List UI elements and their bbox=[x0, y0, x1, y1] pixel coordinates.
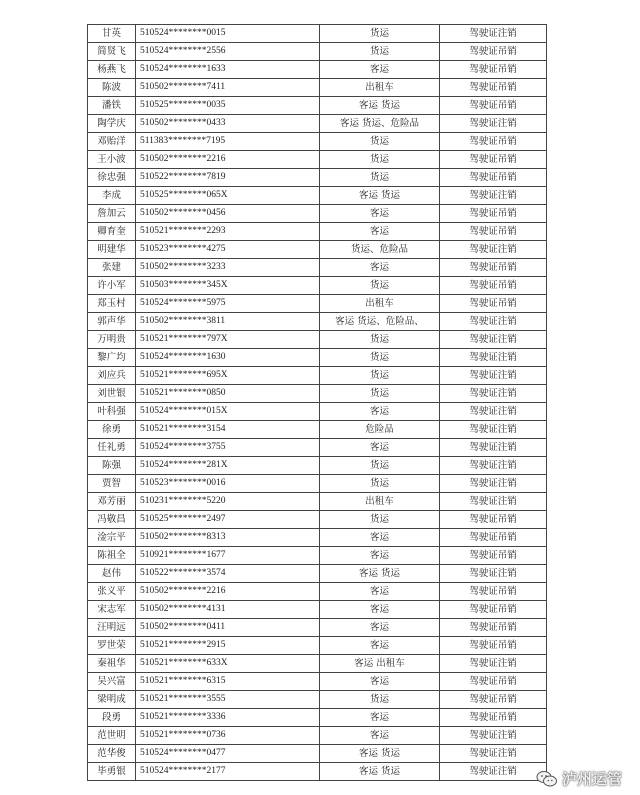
table-row bbox=[88, 367, 547, 385]
cell-id-number: 510525********065X bbox=[136, 187, 320, 205]
cell-id-number: 510502********8313 bbox=[136, 529, 320, 547]
cell-license-status: 驾驶证吊销 bbox=[440, 511, 547, 529]
cell-id-number: 510521********3336 bbox=[136, 709, 320, 727]
cell-name: 郑玉村 bbox=[88, 295, 136, 313]
cell-vehicle-type: 货运、危险品 bbox=[320, 241, 440, 259]
cell-vehicle-type: 客运 bbox=[320, 547, 440, 565]
cell-vehicle-type: 客运 bbox=[320, 637, 440, 655]
table-row bbox=[88, 763, 547, 781]
cell-id-number: 510524********3755 bbox=[136, 439, 320, 457]
table-row bbox=[88, 223, 547, 241]
table-row bbox=[88, 655, 547, 673]
cell-id-number: 510523********0016 bbox=[136, 475, 320, 493]
cell-id-number: 510502********2216 bbox=[136, 583, 320, 601]
cell-vehicle-type: 货运 bbox=[320, 475, 440, 493]
cell-vehicle-type: 客运 货运 bbox=[320, 97, 440, 115]
cell-license-status: 驾驶证注销 bbox=[440, 349, 547, 367]
cell-name: 张建 bbox=[88, 259, 136, 277]
cell-name: 明建华 bbox=[88, 241, 136, 259]
cell-license-status: 驾驶证注销 bbox=[440, 331, 547, 349]
cell-license-status: 驾驶证注销 bbox=[440, 457, 547, 475]
cell-license-status: 驾驶证吊销 bbox=[440, 601, 547, 619]
cell-id-number: 510525********0035 bbox=[136, 97, 320, 115]
table-row bbox=[88, 493, 547, 511]
cell-vehicle-type: 客运 bbox=[320, 223, 440, 241]
cell-license-status: 驾驶证吊销 bbox=[440, 691, 547, 709]
cell-vehicle-type: 客运 bbox=[320, 601, 440, 619]
cell-name: 潘铁 bbox=[88, 97, 136, 115]
table-row bbox=[88, 547, 547, 565]
cell-vehicle-type: 出租车 bbox=[320, 493, 440, 511]
table-row bbox=[88, 583, 547, 601]
cell-name: 陈祖全 bbox=[88, 547, 136, 565]
cell-vehicle-type: 货运 bbox=[320, 169, 440, 187]
cell-name: 李成 bbox=[88, 187, 136, 205]
cell-vehicle-type: 客运 货运、危险品 bbox=[320, 115, 440, 133]
cell-name: 许小军 bbox=[88, 277, 136, 295]
table-row bbox=[88, 673, 547, 691]
table-row bbox=[88, 133, 547, 151]
cell-name: 宋志军 bbox=[88, 601, 136, 619]
table-row bbox=[88, 439, 547, 457]
cell-license-status: 驾驶证吊销 bbox=[440, 97, 547, 115]
watermark-text: 泸州运管 bbox=[561, 770, 622, 788]
table-row bbox=[88, 295, 547, 313]
cell-license-status: 驾驶证注销 bbox=[440, 25, 547, 43]
table-row bbox=[88, 385, 547, 403]
cell-id-number: 510521********633X bbox=[136, 655, 320, 673]
cell-id-number: 510522********3574 bbox=[136, 565, 320, 583]
table-row bbox=[88, 43, 547, 61]
cell-license-status: 驾驶证吊销 bbox=[440, 61, 547, 79]
cell-name: 范华俊 bbox=[88, 745, 136, 763]
cell-name: 卿育奎 bbox=[88, 223, 136, 241]
cell-name: 邓贻洋 bbox=[88, 133, 136, 151]
cell-vehicle-type: 货运 bbox=[320, 133, 440, 151]
table-row bbox=[88, 205, 547, 223]
table-row bbox=[88, 151, 547, 169]
cell-vehicle-type: 客运 bbox=[320, 61, 440, 79]
cell-id-number: 510522********7819 bbox=[136, 169, 320, 187]
cell-id-number: 510524********5975 bbox=[136, 295, 320, 313]
cell-license-status: 驾驶证吊销 bbox=[440, 673, 547, 691]
cell-id-number: 510521********3154 bbox=[136, 421, 320, 439]
cell-license-status: 驾驶证注销 bbox=[440, 763, 547, 781]
cell-vehicle-type: 货运 bbox=[320, 691, 440, 709]
table-row bbox=[88, 601, 547, 619]
cell-id-number: 510521********695X bbox=[136, 367, 320, 385]
cell-name: 詹加云 bbox=[88, 205, 136, 223]
cell-license-status: 驾驶证吊销 bbox=[440, 205, 547, 223]
cell-vehicle-type: 客运 货运 bbox=[320, 565, 440, 583]
cell-vehicle-type: 货运 bbox=[320, 385, 440, 403]
cell-id-number: 510502********0456 bbox=[136, 205, 320, 223]
cell-license-status: 驾驶证吊销 bbox=[440, 259, 547, 277]
cell-id-number: 510521********2915 bbox=[136, 637, 320, 655]
table-row bbox=[88, 79, 547, 97]
cell-name: 淦宗平 bbox=[88, 529, 136, 547]
cell-license-status: 驾驶证吊销 bbox=[440, 547, 547, 565]
table-row bbox=[88, 475, 547, 493]
cell-license-status: 驾驶证吊销 bbox=[440, 277, 547, 295]
table-row bbox=[88, 511, 547, 529]
cell-name: 王小波 bbox=[88, 151, 136, 169]
cell-id-number: 510231********5220 bbox=[136, 493, 320, 511]
table-row bbox=[88, 313, 547, 331]
table-row bbox=[88, 115, 547, 133]
cell-vehicle-type: 客运 货运 bbox=[320, 187, 440, 205]
cell-name: 刘世银 bbox=[88, 385, 136, 403]
cell-id-number: 510524********1633 bbox=[136, 61, 320, 79]
cell-vehicle-type: 货运 bbox=[320, 511, 440, 529]
table-row bbox=[88, 637, 547, 655]
cell-vehicle-type: 货运 bbox=[320, 151, 440, 169]
watermark bbox=[536, 768, 622, 789]
cell-vehicle-type: 客运 bbox=[320, 529, 440, 547]
cell-license-status: 驾驶证注销 bbox=[440, 655, 547, 673]
table-row bbox=[88, 169, 547, 187]
cell-name: 叶科强 bbox=[88, 403, 136, 421]
cell-license-status: 驾驶证吊销 bbox=[440, 709, 547, 727]
cell-vehicle-type: 货运 bbox=[320, 277, 440, 295]
cell-vehicle-type: 出租车 bbox=[320, 295, 440, 313]
cell-license-status: 驾驶证注销 bbox=[440, 475, 547, 493]
cell-id-number: 510521********797X bbox=[136, 331, 320, 349]
cell-id-number: 510502********0433 bbox=[136, 115, 320, 133]
cell-license-status: 驾驶证注销 bbox=[440, 745, 547, 763]
cell-license-status: 驾驶证注销 bbox=[440, 385, 547, 403]
cell-name: 毕勇银 bbox=[88, 763, 136, 781]
table-row bbox=[88, 349, 547, 367]
cell-license-status: 驾驶证注销 bbox=[440, 115, 547, 133]
cell-vehicle-type: 客运 bbox=[320, 403, 440, 421]
cell-id-number: 510524********0477 bbox=[136, 745, 320, 763]
cell-name: 陈波 bbox=[88, 79, 136, 97]
cell-name: 段勇 bbox=[88, 709, 136, 727]
cell-vehicle-type: 货运 bbox=[320, 331, 440, 349]
table-row bbox=[88, 187, 547, 205]
cell-vehicle-type: 客运 出租车 bbox=[320, 655, 440, 673]
table-row bbox=[88, 259, 547, 277]
table-row bbox=[88, 277, 547, 295]
cell-id-number: 510524********2177 bbox=[136, 763, 320, 781]
cell-name: 范世明 bbox=[88, 727, 136, 745]
table-row bbox=[88, 457, 547, 475]
cell-name: 杨燕飞 bbox=[88, 61, 136, 79]
cell-name: 吴兴富 bbox=[88, 673, 136, 691]
cell-license-status: 驾驶证吊销 bbox=[440, 151, 547, 169]
cell-vehicle-type: 客运 货运 bbox=[320, 745, 440, 763]
cell-name: 罗世荣 bbox=[88, 637, 136, 655]
cell-license-status: 驾驶证吊销 bbox=[440, 583, 547, 601]
table-row bbox=[88, 709, 547, 727]
cell-license-status: 驾驶证注销 bbox=[440, 727, 547, 745]
table-row bbox=[88, 97, 547, 115]
cell-license-status: 驾驶证注销 bbox=[440, 403, 547, 421]
cell-vehicle-type: 货运 bbox=[320, 25, 440, 43]
cell-vehicle-type: 客运 bbox=[320, 727, 440, 745]
table-row bbox=[88, 619, 547, 637]
cell-license-status: 驾驶证注销 bbox=[440, 565, 547, 583]
cell-name: 梁明成 bbox=[88, 691, 136, 709]
cell-license-status: 驾驶证吊销 bbox=[440, 133, 547, 151]
cell-id-number: 510521********3555 bbox=[136, 691, 320, 709]
cell-vehicle-type: 货运 bbox=[320, 457, 440, 475]
cell-id-number: 510524********281X bbox=[136, 457, 320, 475]
cell-license-status: 驾驶证吊销 bbox=[440, 43, 547, 61]
cell-vehicle-type: 客运 bbox=[320, 583, 440, 601]
cell-license-status: 驾驶证注销 bbox=[440, 313, 547, 331]
cell-vehicle-type: 货运 bbox=[320, 367, 440, 385]
cell-id-number: 510921********1677 bbox=[136, 547, 320, 565]
cell-id-number: 510521********0736 bbox=[136, 727, 320, 745]
cell-license-status: 驾驶证注销 bbox=[440, 187, 547, 205]
table-row bbox=[88, 61, 547, 79]
cell-id-number: 511383********7195 bbox=[136, 133, 320, 151]
cell-name: 徐忠强 bbox=[88, 169, 136, 187]
cell-name: 贾智 bbox=[88, 475, 136, 493]
cell-id-number: 510521********0850 bbox=[136, 385, 320, 403]
table-row bbox=[88, 565, 547, 583]
cell-name: 邓芳丽 bbox=[88, 493, 136, 511]
cell-license-status: 驾驶证吊销 bbox=[440, 295, 547, 313]
cell-id-number: 510502********3811 bbox=[136, 313, 320, 331]
cell-id-number: 510502********7411 bbox=[136, 79, 320, 97]
cell-id-number: 510502********4131 bbox=[136, 601, 320, 619]
table-row bbox=[88, 691, 547, 709]
cell-id-number: 510524********015X bbox=[136, 403, 320, 421]
cell-vehicle-type: 出租车 bbox=[320, 79, 440, 97]
license-table bbox=[87, 24, 547, 781]
cell-vehicle-type: 客运 货运、危险品、 bbox=[320, 313, 440, 331]
cell-name: 徐勇 bbox=[88, 421, 136, 439]
cell-name: 刘应兵 bbox=[88, 367, 136, 385]
cell-license-status: 驾驶证注销 bbox=[440, 421, 547, 439]
cell-vehicle-type: 客运 bbox=[320, 439, 440, 457]
cell-license-status: 驾驶证吊销 bbox=[440, 619, 547, 637]
cell-id-number: 510521********6315 bbox=[136, 673, 320, 691]
cell-name: 甘英 bbox=[88, 25, 136, 43]
cell-license-status: 驾驶证注销 bbox=[440, 367, 547, 385]
cell-name: 冯敬昌 bbox=[88, 511, 136, 529]
cell-vehicle-type: 客运 货运 bbox=[320, 763, 440, 781]
cell-license-status: 驾驶证吊销 bbox=[440, 79, 547, 97]
cell-id-number: 510524********0015 bbox=[136, 25, 320, 43]
cell-license-status: 驾驶证注销 bbox=[440, 241, 547, 259]
table-row bbox=[88, 403, 547, 421]
cell-name: 秦祖华 bbox=[88, 655, 136, 673]
cell-id-number: 510502********3233 bbox=[136, 259, 320, 277]
table-row bbox=[88, 25, 547, 43]
cell-id-number: 510525********2497 bbox=[136, 511, 320, 529]
cell-vehicle-type: 客运 bbox=[320, 205, 440, 223]
cell-license-status: 驾驶证吊销 bbox=[440, 529, 547, 547]
cell-name: 陈强 bbox=[88, 457, 136, 475]
table-row bbox=[88, 745, 547, 763]
cell-name: 陶学庆 bbox=[88, 115, 136, 133]
cell-vehicle-type: 货运 bbox=[320, 349, 440, 367]
cell-vehicle-type: 货运 bbox=[320, 43, 440, 61]
cell-license-status: 驾驶证吊销 bbox=[440, 637, 547, 655]
wechat-icon bbox=[536, 770, 558, 788]
cell-vehicle-type: 客运 bbox=[320, 709, 440, 727]
cell-vehicle-type: 客运 bbox=[320, 259, 440, 277]
cell-name: 任礼勇 bbox=[88, 439, 136, 457]
cell-license-status: 驾驶证注销 bbox=[440, 493, 547, 511]
cell-id-number: 510503********345X bbox=[136, 277, 320, 295]
cell-name: 简贤飞 bbox=[88, 43, 136, 61]
cell-license-status: 驾驶证吊销 bbox=[440, 169, 547, 187]
table-row bbox=[88, 331, 547, 349]
cell-vehicle-type: 客运 bbox=[320, 673, 440, 691]
cell-name: 赵伟 bbox=[88, 565, 136, 583]
cell-id-number: 510502********2216 bbox=[136, 151, 320, 169]
cell-name: 郭声华 bbox=[88, 313, 136, 331]
cell-id-number: 510524********1630 bbox=[136, 349, 320, 367]
cell-id-number: 510521********2293 bbox=[136, 223, 320, 241]
table-row bbox=[88, 241, 547, 259]
cell-id-number: 510524********2556 bbox=[136, 43, 320, 61]
table-row bbox=[88, 727, 547, 745]
table-row bbox=[88, 529, 547, 547]
cell-name: 万明贵 bbox=[88, 331, 136, 349]
cell-vehicle-type: 危险品 bbox=[320, 421, 440, 439]
table-body bbox=[88, 25, 547, 781]
cell-name: 黎广均 bbox=[88, 349, 136, 367]
cell-name: 汪明远 bbox=[88, 619, 136, 637]
table-row bbox=[88, 421, 547, 439]
cell-id-number: 510502********0411 bbox=[136, 619, 320, 637]
cell-name: 张义平 bbox=[88, 583, 136, 601]
cell-license-status: 驾驶证注销 bbox=[440, 439, 547, 457]
cell-license-status: 驾驶证吊销 bbox=[440, 223, 547, 241]
cell-vehicle-type: 客运 bbox=[320, 619, 440, 637]
cell-id-number: 510523********4275 bbox=[136, 241, 320, 259]
